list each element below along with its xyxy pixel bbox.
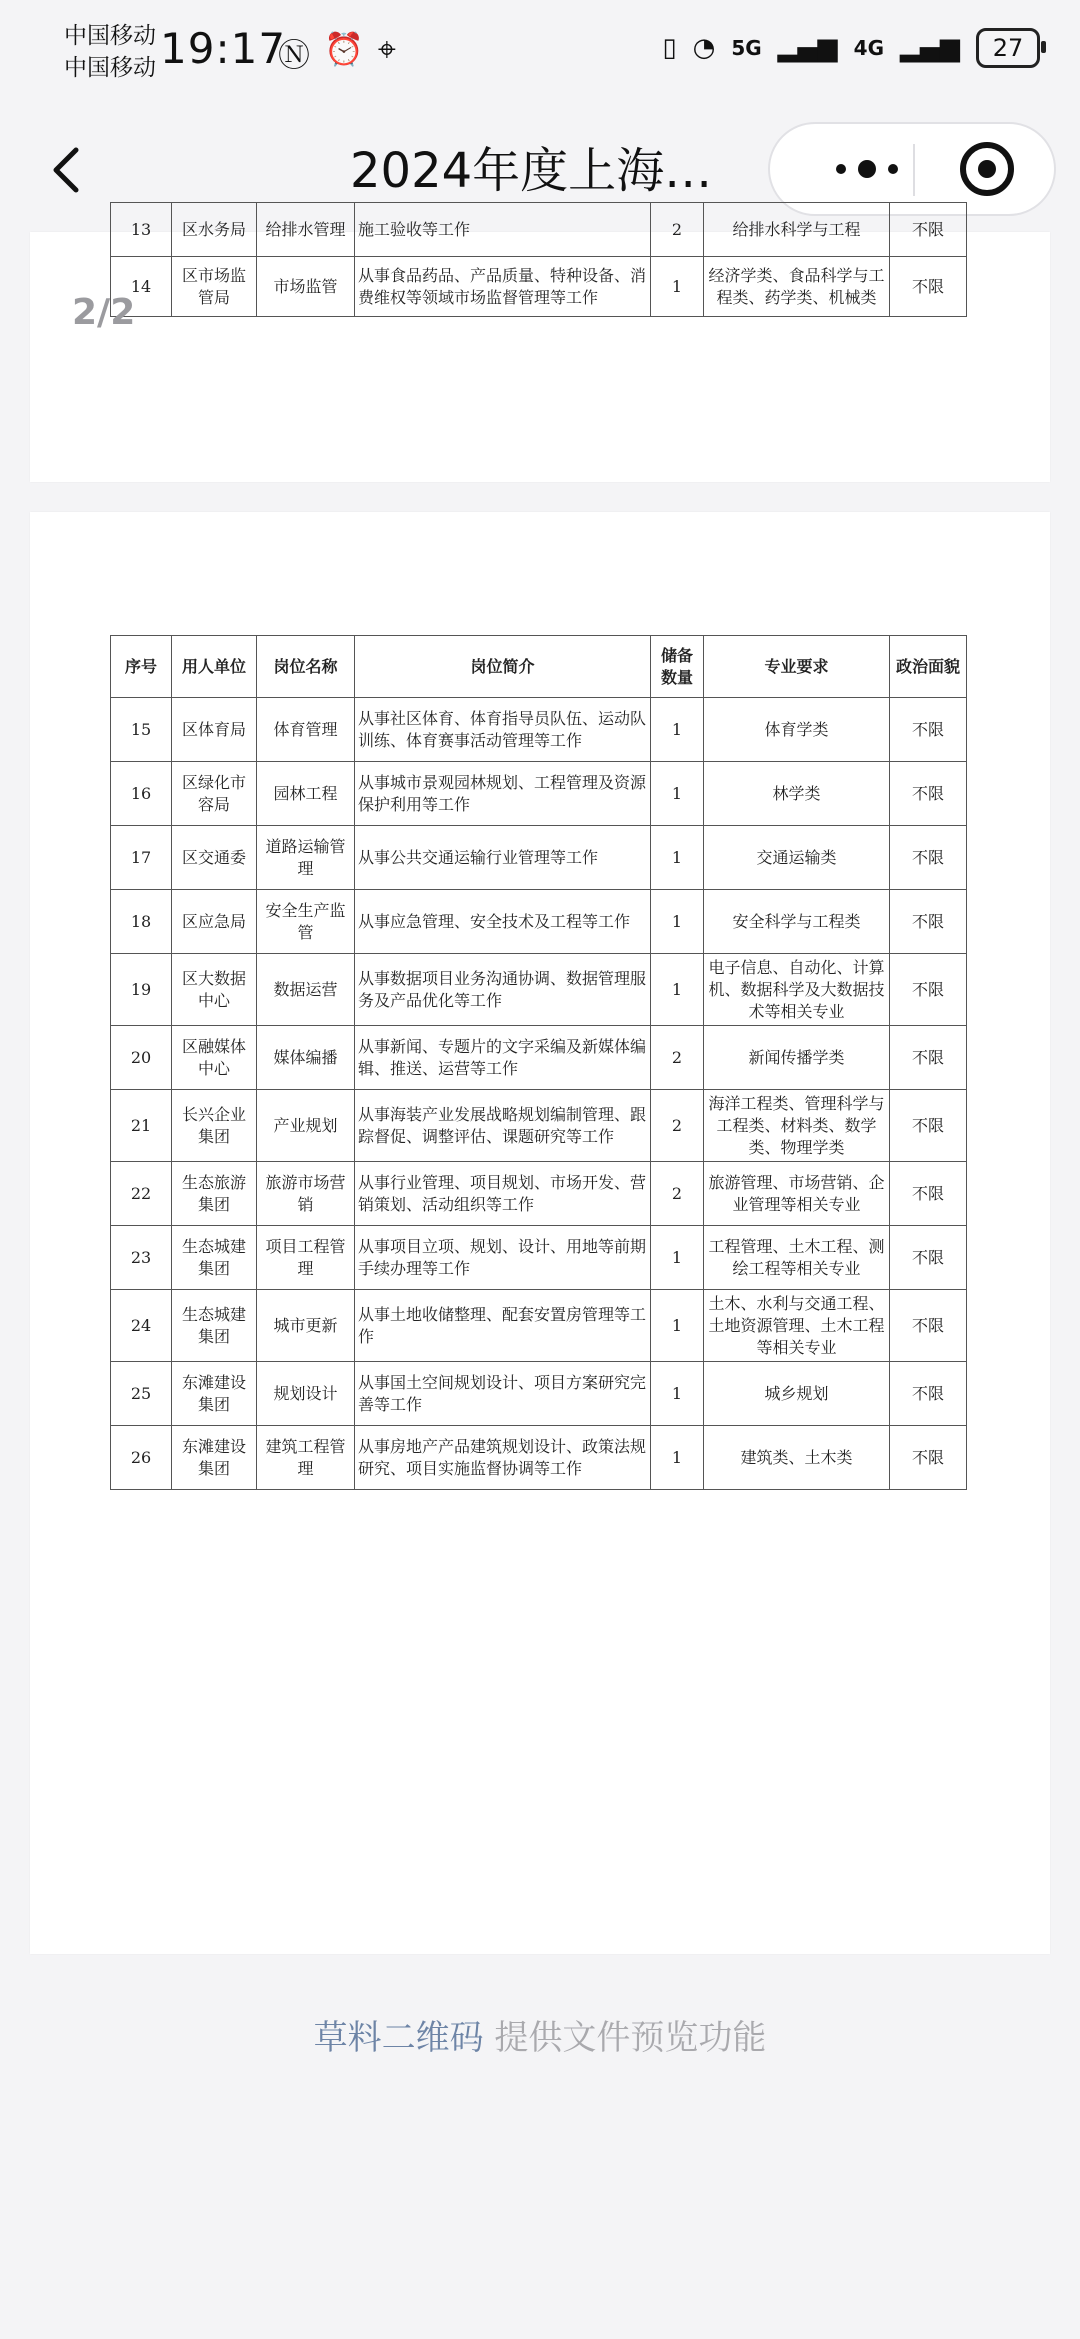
cell-no: 15 bbox=[111, 698, 172, 762]
table-row bbox=[111, 826, 967, 890]
cell-major: 电子信息、自动化、计算机、数据科学及大数据技术等相关专业 bbox=[704, 954, 890, 1026]
cell-unit: 区绿化市容局 bbox=[172, 762, 257, 826]
cell-no: 26 bbox=[111, 1426, 172, 1490]
status-icons-left bbox=[278, 30, 396, 76]
wifi-icon: ◔ bbox=[692, 33, 716, 63]
alarm-icon: ⏰ bbox=[324, 30, 364, 68]
table-row bbox=[111, 203, 967, 257]
cell-no: 25 bbox=[111, 1362, 172, 1426]
carrier-2: 中国移动 bbox=[64, 55, 156, 81]
clock: 19:17 bbox=[160, 24, 287, 73]
table-row bbox=[111, 762, 967, 826]
cell-intro: 从事海装产业发展战略规划编制管理、跟踪督促、调整评估、课题研究等工作 bbox=[355, 1090, 651, 1162]
network-5g-icon: 5G bbox=[731, 36, 762, 60]
cell-major: 经济学类、食品科学与工程类、药学类、机械类 bbox=[704, 257, 890, 317]
cell-political: 不限 bbox=[890, 698, 967, 762]
cell-no: 24 bbox=[111, 1290, 172, 1362]
cell-unit: 长兴企业集团 bbox=[172, 1090, 257, 1162]
cell-political: 不限 bbox=[890, 1290, 967, 1362]
cell-unit: 生态城建集团 bbox=[172, 1290, 257, 1362]
cell-major: 安全科学与工程类 bbox=[704, 890, 890, 954]
cell-major: 土木、水利与交通工程、土地资源管理、土木工程等相关专业 bbox=[704, 1290, 890, 1362]
footer-text: 提供文件预览功能 bbox=[483, 2018, 767, 2058]
cell-intro: 从事数据项目业务沟通协调、数据管理服务及产品优化等工作 bbox=[355, 954, 651, 1026]
nfc-icon: Ⓝ bbox=[278, 36, 311, 74]
cell-unit: 东滩建设集团 bbox=[172, 1362, 257, 1426]
jobs-table bbox=[110, 635, 967, 1490]
cell-count: 1 bbox=[651, 762, 704, 826]
cell-post: 体育管理 bbox=[257, 698, 355, 762]
carrier-info bbox=[64, 20, 156, 84]
cell-no: 14 bbox=[111, 257, 172, 317]
location-icon: ⌖ bbox=[377, 30, 396, 68]
cell-count: 2 bbox=[651, 1090, 704, 1162]
cell-political: 不限 bbox=[890, 257, 967, 317]
cell-post: 城市更新 bbox=[257, 1290, 355, 1362]
page-title: 2024年度上海… bbox=[350, 143, 713, 199]
table-row bbox=[111, 257, 967, 317]
cell-count: 2 bbox=[651, 1162, 704, 1226]
status-icons-right bbox=[662, 28, 1040, 68]
jobs-table-page1 bbox=[110, 202, 967, 317]
cell-no: 17 bbox=[111, 826, 172, 890]
close-mini-program-icon[interactable] bbox=[960, 142, 1014, 196]
cell-post: 数据运营 bbox=[257, 954, 355, 1026]
battery-level: 27 bbox=[992, 34, 1024, 62]
header-count: 储备数量 bbox=[651, 636, 704, 698]
header-unit: 用人单位 bbox=[172, 636, 257, 698]
cell-unit: 区市场监管局 bbox=[172, 257, 257, 317]
cell-no: 21 bbox=[111, 1090, 172, 1162]
table-row bbox=[111, 1426, 967, 1490]
cell-no: 19 bbox=[111, 954, 172, 1026]
cell-count: 1 bbox=[651, 954, 704, 1026]
network-4g-icon: 4G bbox=[853, 36, 884, 60]
signal-icon-2: ▂▄▆ bbox=[900, 33, 960, 63]
back-arrow-icon[interactable] bbox=[40, 140, 100, 200]
cell-post: 道路运输管理 bbox=[257, 826, 355, 890]
cell-post: 产业规划 bbox=[257, 1090, 355, 1162]
cell-no: 20 bbox=[111, 1026, 172, 1090]
cell-political: 不限 bbox=[890, 954, 967, 1026]
battery-icon bbox=[976, 28, 1040, 68]
table-row bbox=[111, 890, 967, 954]
table-row bbox=[111, 954, 967, 1026]
cell-intro: 从事食品药品、产品质量、特种设备、消费维权等领域市场监督管理等工作 bbox=[355, 257, 651, 317]
table-row bbox=[111, 1162, 967, 1226]
cell-count: 1 bbox=[651, 1426, 704, 1490]
cell-political: 不限 bbox=[890, 890, 967, 954]
table-row bbox=[111, 698, 967, 762]
cell-unit: 区交通委 bbox=[172, 826, 257, 890]
cell-major: 交通运输类 bbox=[704, 826, 890, 890]
cell-count: 1 bbox=[651, 1226, 704, 1290]
header-intro: 岗位简介 bbox=[355, 636, 651, 698]
header-political: 政治面貌 bbox=[890, 636, 967, 698]
cell-count: 1 bbox=[651, 698, 704, 762]
cell-count: 1 bbox=[651, 1290, 704, 1362]
cell-count: 1 bbox=[651, 826, 704, 890]
cell-count: 2 bbox=[651, 203, 704, 257]
table-row bbox=[111, 1226, 967, 1290]
cell-unit: 生态旅游集团 bbox=[172, 1162, 257, 1226]
footer-note bbox=[0, 2010, 1080, 2059]
capsule-divider bbox=[913, 144, 915, 196]
cell-intro: 从事应急管理、安全技术及工程等工作 bbox=[355, 890, 651, 954]
cell-post: 园林工程 bbox=[257, 762, 355, 826]
more-dot-icon bbox=[888, 164, 898, 174]
status-bar bbox=[0, 0, 1080, 110]
cell-intro: 从事房地产产品建筑规划设计、政策法规研究、项目实施监督协调等工作 bbox=[355, 1426, 651, 1490]
cell-intro: 从事国土空间规划设计、项目方案研究完善等工作 bbox=[355, 1362, 651, 1426]
signal-icon: ▂▄▆ bbox=[777, 33, 838, 63]
cell-major: 建筑类、土木类 bbox=[704, 1426, 890, 1490]
cell-major: 城乡规划 bbox=[704, 1362, 890, 1426]
cell-political: 不限 bbox=[890, 1090, 967, 1162]
footer-brand-link[interactable]: 草料二维码 bbox=[313, 2018, 484, 2058]
cell-post: 媒体编播 bbox=[257, 1026, 355, 1090]
cell-unit: 区大数据中心 bbox=[172, 954, 257, 1026]
cell-intro: 从事项目立项、规划、设计、用地等前期手续办理等工作 bbox=[355, 1226, 651, 1290]
cell-political: 不限 bbox=[890, 1162, 967, 1226]
more-dot-icon bbox=[836, 164, 846, 174]
cell-post: 建筑工程管理 bbox=[257, 1426, 355, 1490]
page-indicator: 2/2 bbox=[72, 292, 136, 333]
cell-unit: 区应急局 bbox=[172, 890, 257, 954]
cell-intro: 从事社区体育、体育指导员队伍、运动队训练、体育赛事活动管理等工作 bbox=[355, 698, 651, 762]
header-major: 专业要求 bbox=[704, 636, 890, 698]
cell-major: 新闻传播学类 bbox=[704, 1026, 890, 1090]
cell-unit: 区融媒体中心 bbox=[172, 1026, 257, 1090]
cell-no: 23 bbox=[111, 1226, 172, 1290]
table-header-row bbox=[111, 636, 967, 698]
cell-intro: 从事公共交通运输行业管理等工作 bbox=[355, 826, 651, 890]
cell-intro: 从事新闻、专题片的文字采编及新媒体编辑、推送、运营等工作 bbox=[355, 1026, 651, 1090]
cell-post: 给排水管理 bbox=[257, 203, 355, 257]
header-post: 岗位名称 bbox=[257, 636, 355, 698]
cell-no: 13 bbox=[111, 203, 172, 257]
more-button[interactable] bbox=[812, 124, 922, 214]
cell-post: 规划设计 bbox=[257, 1362, 355, 1426]
cell-count: 1 bbox=[651, 257, 704, 317]
cell-political: 不限 bbox=[890, 203, 967, 257]
cell-post: 安全生产监管 bbox=[257, 890, 355, 954]
table-row bbox=[111, 1290, 967, 1362]
cell-unit: 区体育局 bbox=[172, 698, 257, 762]
cell-post: 旅游市场营销 bbox=[257, 1162, 355, 1226]
header-no: 序号 bbox=[111, 636, 172, 698]
cell-no: 16 bbox=[111, 762, 172, 826]
vibrate-icon: ▯ bbox=[662, 33, 677, 63]
cell-intro: 从事城市景观园林规划、工程管理及资源保护利用等工作 bbox=[355, 762, 651, 826]
cell-political: 不限 bbox=[890, 1226, 967, 1290]
cell-major: 林学类 bbox=[704, 762, 890, 826]
table-row bbox=[111, 1090, 967, 1162]
table-row bbox=[111, 1362, 967, 1426]
cell-no: 18 bbox=[111, 890, 172, 954]
cell-major: 工程管理、土木工程、测绘工程等相关专业 bbox=[704, 1226, 890, 1290]
cell-political: 不限 bbox=[890, 826, 967, 890]
cell-major: 给排水科学与工程 bbox=[704, 203, 890, 257]
cell-count: 1 bbox=[651, 890, 704, 954]
cell-political: 不限 bbox=[890, 762, 967, 826]
cell-unit: 区水务局 bbox=[172, 203, 257, 257]
cell-no: 22 bbox=[111, 1162, 172, 1226]
table-row bbox=[111, 1026, 967, 1090]
cell-major: 海洋工程类、管理科学与工程类、材料类、数学类、物理学类 bbox=[704, 1090, 890, 1162]
cell-post: 项目工程管理 bbox=[257, 1226, 355, 1290]
cell-political: 不限 bbox=[890, 1362, 967, 1426]
cell-major: 旅游管理、市场营销、企业管理等相关专业 bbox=[704, 1162, 890, 1226]
cell-intro: 从事行业管理、项目规划、市场开发、营销策划、活动组织等工作 bbox=[355, 1162, 651, 1226]
cell-unit: 东滩建设集团 bbox=[172, 1426, 257, 1490]
cell-count: 1 bbox=[651, 1362, 704, 1426]
document-page-2 bbox=[30, 512, 1050, 1954]
cell-intro: 施工验收等工作 bbox=[355, 203, 651, 257]
carrier-1: 中国移动 bbox=[64, 23, 156, 49]
cell-political: 不限 bbox=[890, 1026, 967, 1090]
cell-major: 体育学类 bbox=[704, 698, 890, 762]
cell-unit: 生态城建集团 bbox=[172, 1226, 257, 1290]
cell-intro: 从事土地收储整理、配套安置房管理等工作 bbox=[355, 1290, 651, 1362]
more-dot-icon bbox=[858, 160, 876, 178]
cell-political: 不限 bbox=[890, 1426, 967, 1490]
cell-count: 2 bbox=[651, 1026, 704, 1090]
cell-post: 市场监管 bbox=[257, 257, 355, 317]
document-page-1 bbox=[30, 219, 1050, 482]
